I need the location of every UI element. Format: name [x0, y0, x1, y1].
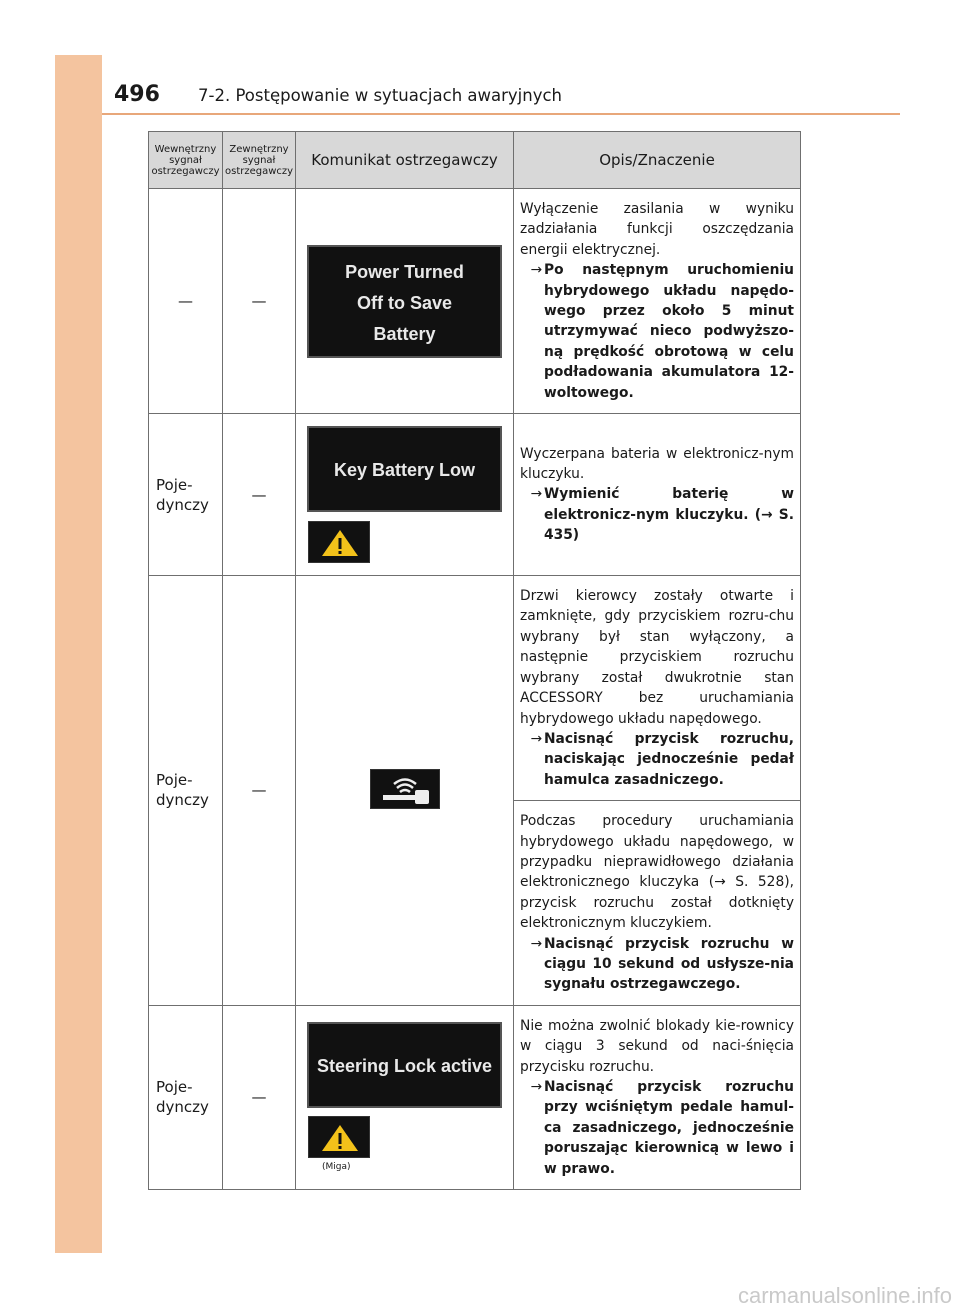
external-signal: —	[223, 1005, 296, 1189]
watermark: carmanualsonline.info	[737, 1283, 952, 1308]
action-item	[520, 260, 794, 403]
display-line: Off to Save	[356, 292, 453, 313]
description-cell	[514, 1005, 801, 1189]
internal-signal: —	[149, 189, 223, 414]
header-internal: Wewnętrzny sygnał ostrzegawczy	[149, 132, 223, 189]
message-display	[307, 426, 502, 512]
display-line: Battery	[373, 323, 436, 344]
message-cell	[296, 1005, 514, 1189]
display-line: Key Battery Low	[333, 460, 476, 481]
description-cell	[514, 414, 801, 576]
warning-triangle-icon	[308, 521, 370, 563]
display-line: Power Turned	[345, 261, 464, 282]
header-rule	[102, 113, 900, 115]
action-text: Nacisnąć przycisk rozruchu przy wciśniętym pedale hamul-ca zasadniczego, jednocześnie poruszając kierownicą w lewo i w prawo.	[544, 1079, 794, 1177]
side-tab-bar	[55, 55, 102, 1253]
table-header-row	[149, 132, 801, 189]
page-number: 496	[114, 82, 160, 107]
internal-signal: Poje-dynczy	[149, 414, 223, 576]
warning-triangle-icon	[308, 1116, 370, 1158]
display-line: Steering Lock active	[316, 1056, 493, 1077]
description-text: Podczas procedury uruchamiania hybrydowego układu napędowego, w przypadku nieprawidłowego działania elektronicznego kluczyka (→ S. 528), przycisk rozruchu został dotknięty elektronicznym kluczykiem.	[520, 813, 794, 932]
description-cell	[514, 576, 801, 801]
header-message: Komunikat ostrzegawczy	[296, 132, 514, 189]
header-external: Zewnętrzny sygnał ostrzegawczy	[223, 132, 296, 189]
key-signal-icon	[370, 769, 440, 809]
arrow-icon: →	[530, 262, 542, 279]
action-item	[520, 729, 794, 790]
message-cell	[296, 189, 514, 414]
page-header	[102, 82, 900, 114]
description-text: Wyłączenie zasilania w wyniku zadziałania funkcji oszczędzania energii elektrycznej.	[520, 201, 794, 258]
warning-table	[148, 131, 801, 1190]
table-row	[149, 576, 801, 801]
section-title: 7-2. Postępowanie w sytuacjach awaryjnych	[198, 86, 563, 105]
arrow-icon: →	[530, 730, 542, 747]
description-text: Nie można zwolnić blokady kie-rownicy w ciągu 3 sekund od naci-śnięcia przycisku rozruchu.	[520, 1017, 794, 1075]
external-signal: —	[223, 576, 296, 1006]
table-row	[149, 1005, 801, 1189]
arrow-icon: →	[530, 935, 542, 952]
action-text: Po następnym uruchomieniu hybrydowego układu napędo-wego przez około 5 minut utrzymywać nieco podwyższo-ną prędkość obrotową w celu podładowania akumulatora 12-woltowego.	[544, 262, 794, 401]
message-display	[307, 245, 502, 358]
description-cell	[514, 801, 801, 1006]
message-cell	[296, 414, 514, 576]
action-item	[520, 1077, 794, 1179]
table-row	[149, 189, 801, 414]
arrow-icon: →	[530, 1079, 542, 1095]
internal-signal: Poje-dynczy	[149, 1005, 223, 1189]
action-text: Nacisnąć przycisk rozruchu, naciskając jednocześnie pedał hamulca zasadniczego.	[544, 730, 794, 788]
internal-signal: Poje-dynczy	[149, 576, 223, 1006]
action-text: Wymienić baterię w elektronicz-nym kluczyku. (→ S. 435)	[544, 486, 794, 544]
message-cell	[296, 576, 514, 1006]
action-item	[520, 934, 794, 995]
external-signal: —	[223, 414, 296, 576]
blink-caption: (Miga)	[322, 1162, 351, 1173]
action-item	[520, 484, 794, 545]
message-display	[307, 1022, 502, 1108]
header-description: Opis/Znaczenie	[514, 132, 801, 189]
description-text: Wyczerpana bateria w elektronicz-nym kluczyku.	[520, 445, 794, 482]
description-cell	[514, 189, 801, 414]
arrow-icon: →	[530, 486, 542, 503]
external-signal: —	[223, 189, 296, 414]
action-text: Nacisnąć przycisk rozruchu w ciągu 10 sekund od usłysze-nia sygnału ostrzegawczego.	[544, 935, 794, 993]
table-row	[149, 414, 801, 576]
description-text: Drzwi kierowcy zostały otwarte i zamknięte, gdy przyciskiem rozru-chu wybrany był stan wyłączony, a następnie przyciskiem rozruchu wybrany został dwukrotnie stan ACCESSORY bez uruchamiania hybrydowego układu napędowego.	[520, 588, 794, 727]
